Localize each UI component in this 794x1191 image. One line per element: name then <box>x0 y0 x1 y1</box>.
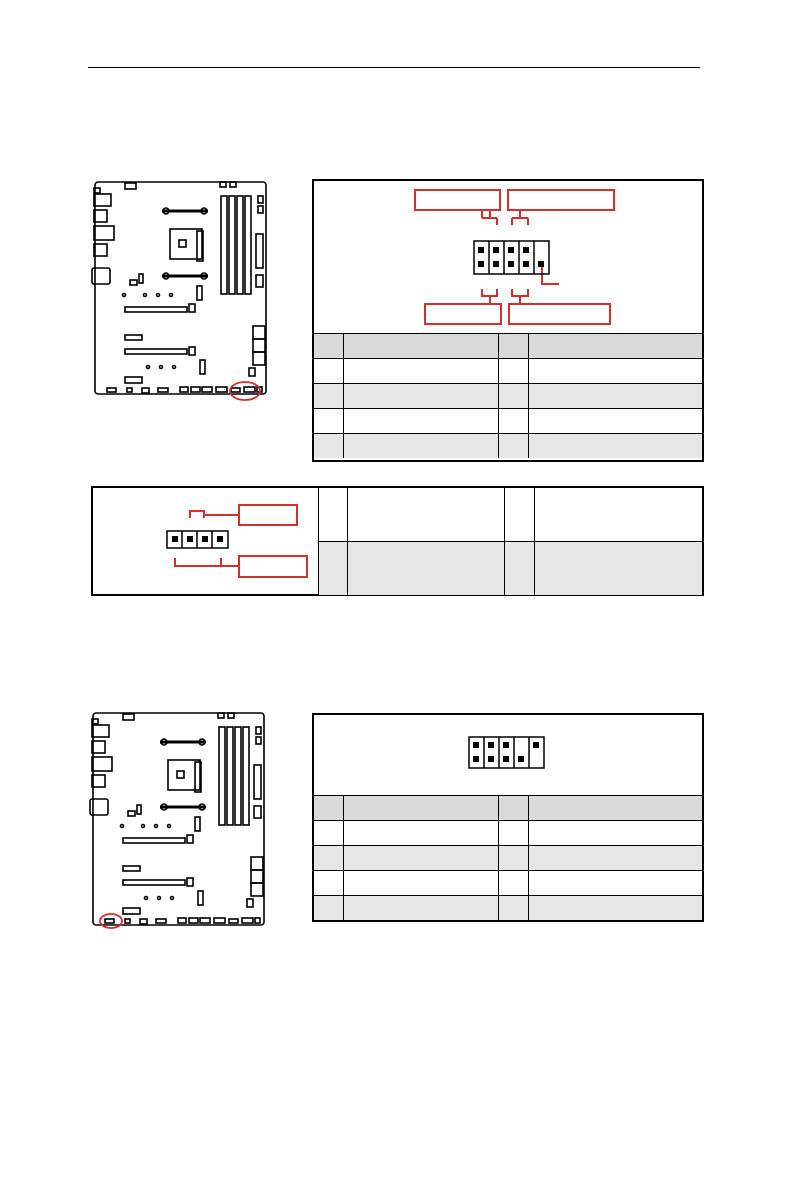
jfp2-pin-table <box>318 488 702 595</box>
label-box-buzzer <box>239 556 307 577</box>
table-header-row <box>314 796 702 821</box>
label-box-speaker <box>239 505 297 525</box>
motherboard-diagram-2 <box>88 709 268 935</box>
jusb-pin-table <box>314 795 702 920</box>
table-row <box>314 384 702 409</box>
jfp1-panel <box>312 179 704 462</box>
table-row <box>319 488 703 542</box>
table-header-row <box>314 334 702 359</box>
table-row <box>314 409 702 434</box>
jusb-panel <box>312 713 704 922</box>
jfp1-pin-table <box>314 333 702 458</box>
top-rule <box>88 67 700 68</box>
table-row <box>319 542 703 596</box>
table-row <box>314 821 702 846</box>
label-box-hdd-led <box>425 304 501 324</box>
table-row <box>314 871 702 896</box>
motherboard-diagram-1 <box>90 178 270 404</box>
jfp2-panel <box>91 486 704 596</box>
label-box-power-switch <box>508 190 614 210</box>
table-row <box>314 434 702 459</box>
label-box-power-led <box>415 190 500 210</box>
jfp1-connector-diagram <box>314 181 702 333</box>
label-box-reset-switch <box>509 304 610 324</box>
jusb-connector-diagram <box>314 715 702 795</box>
table-row <box>314 896 702 921</box>
table-row <box>314 359 702 384</box>
table-row <box>314 846 702 871</box>
jfp2-connector-diagram <box>93 488 319 594</box>
